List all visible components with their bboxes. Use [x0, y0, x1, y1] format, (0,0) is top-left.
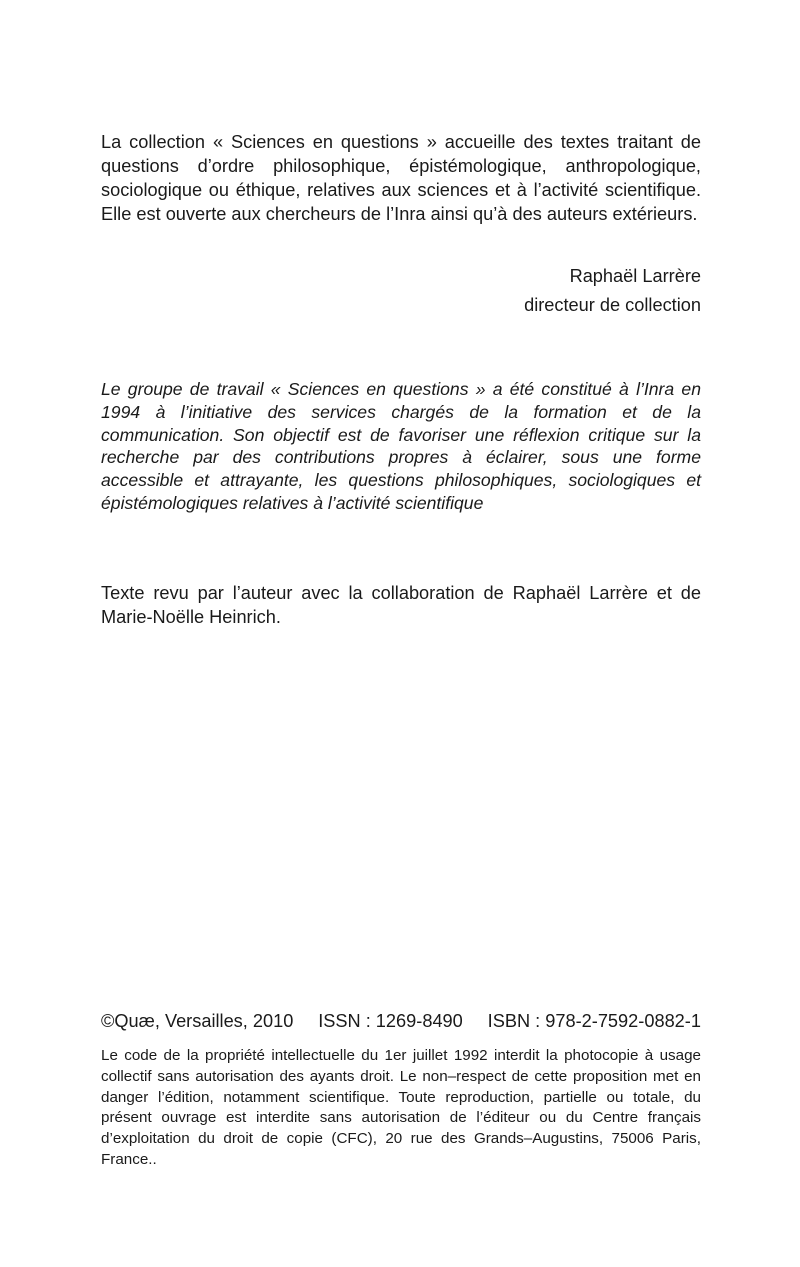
signature-name: Raphaël Larrère [569, 266, 701, 286]
copyright-page [101, 0, 701, 1267]
copyright-notice: ©Quæ, Versailles, 2010 [101, 1011, 294, 1031]
collection-intro-paragraph: La collection « Sciences en questions » accueille des textes traitant de questions d’ordre philosophique, épistémologique, anthropologique, sociologique ou éthique, relatives aux sciences et à l’activité scientifique. Elle est ouverte aux chercheurs de l’Inra ainsi qu’à des auteurs extérieurs. [101, 132, 701, 224]
imprint-line [101, 1009, 701, 1033]
signature-block [524, 262, 701, 320]
signature-role: directeur de collection [524, 295, 701, 315]
issn-number: ISSN : 1269-8490 [318, 1011, 463, 1031]
revision-credit: Texte revu par l’auteur avec la collaboration de Raphaël Larrère et de Marie-Noëlle Heinrich. [101, 583, 701, 627]
legal-notice: Le code de la propriété intellectuelle du 1er juillet 1992 interdit la photocopie à usage collectif sans autorisation des ayants droit. Le non–respect de cette proposition met en danger l’édition, notamment scientifique. Toute reproduction, partielle ou totale, du présent ouvrage est interdite sans autorisation de l’éditeur ou du Centre français d’exploitation du droit de copie (CFC), 20 rue des Grands–Augustins, 75006 Paris, France.. [101, 1047, 701, 1168]
isbn-number: ISBN : 978-2-7592-0882-1 [487, 1011, 701, 1031]
working-group-note: Le groupe de travail « Sciences en questions » a été constitué à l’Inra en 1994 à l’initiative des services chargés de la formation et de la communication. Son objectif est de favoriser une réflexion critique sur la recherche par des contributions propres à éclairer, sous une forme accessible et attrayante, les questions philosophiques, sociologiques et épistémologiques relatives à l’activité scientifique [101, 379, 701, 513]
